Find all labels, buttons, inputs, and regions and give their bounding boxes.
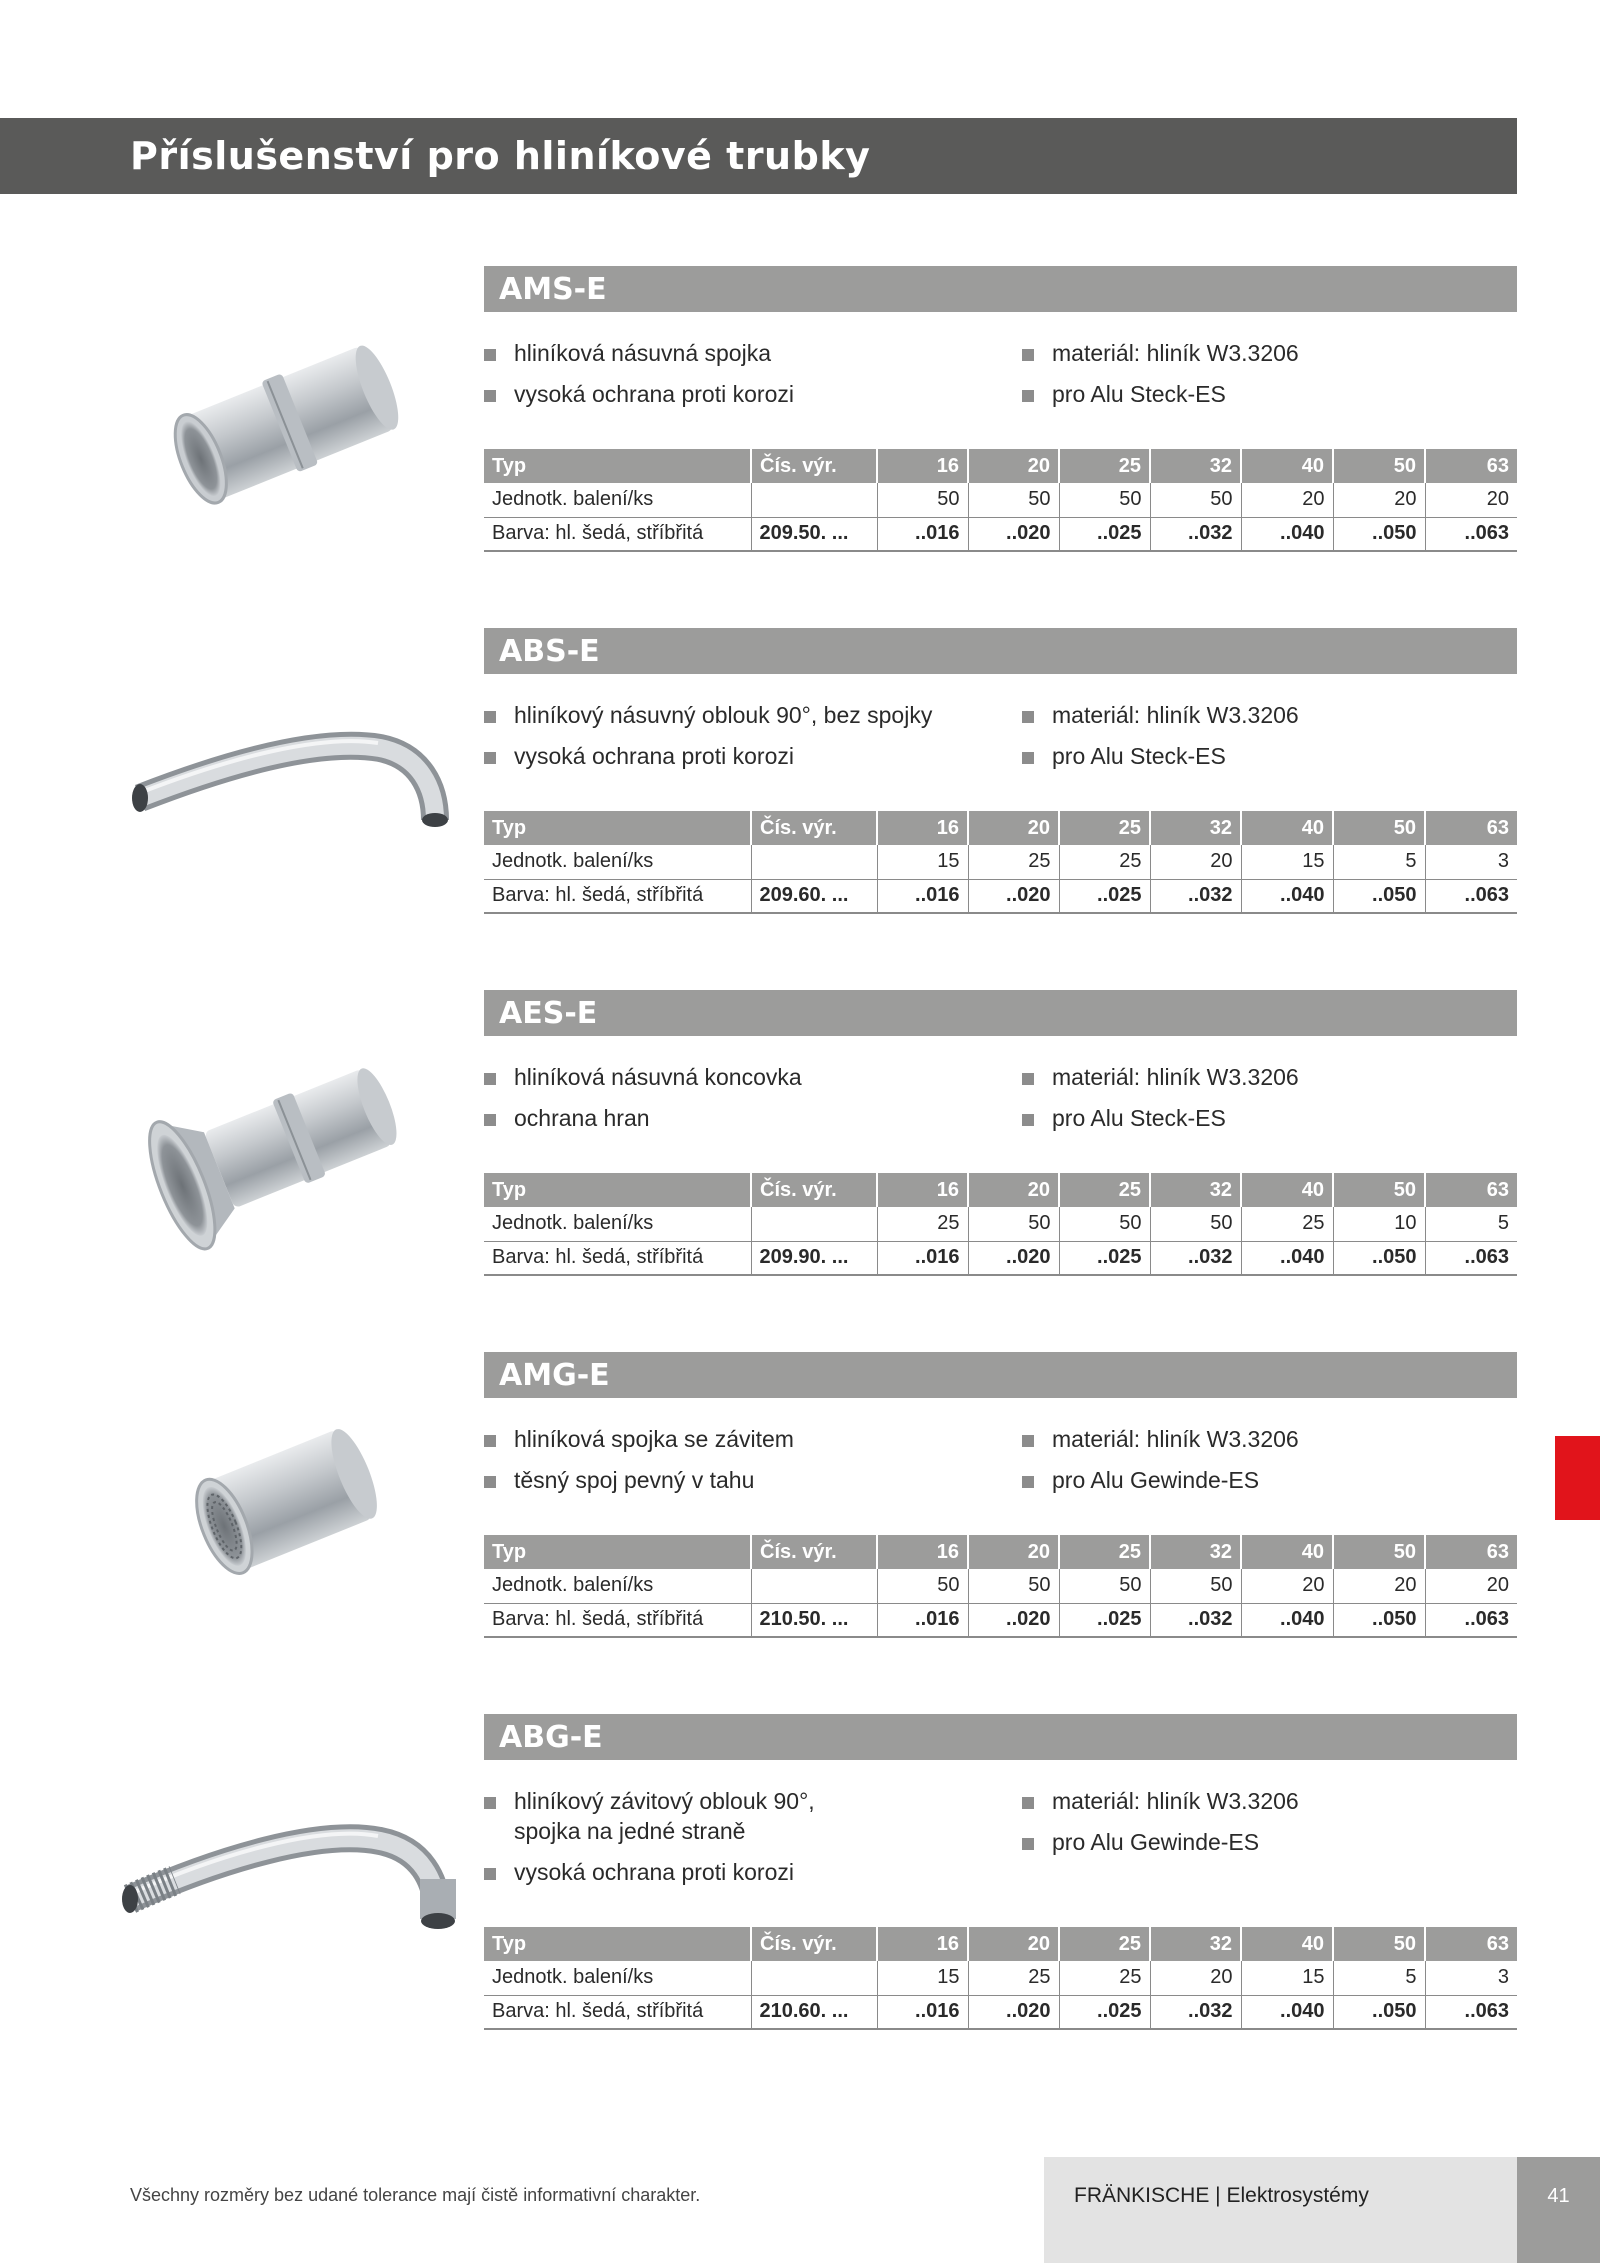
product-name: ABG-E	[484, 1714, 1517, 1760]
article-suffix: ..025	[1059, 1603, 1150, 1637]
row-label: Barva: hl. šedá, stříbřitá	[484, 1995, 751, 2029]
article-suffix: ..050	[1333, 517, 1425, 551]
feature-item: pro Alu Steck-ES	[1022, 1103, 1502, 1133]
header-typ: Typ	[484, 1173, 751, 1207]
spec-table	[484, 1173, 1517, 1276]
pack-value: 25	[1059, 845, 1150, 879]
article-suffix: ..025	[1059, 1241, 1150, 1275]
pack-value: 20	[1425, 483, 1517, 517]
pack-value: 15	[877, 1961, 968, 1995]
features-left	[484, 1424, 1004, 1506]
feature-item: materiál: hliník W3.3206	[1022, 700, 1502, 730]
header-size: 40	[1241, 1173, 1333, 1207]
article-suffix: ..016	[877, 1603, 968, 1637]
table-row-pack	[484, 1961, 1517, 1995]
empty-cell	[751, 845, 877, 879]
features-right	[1022, 1062, 1502, 1144]
pack-value: 50	[968, 483, 1059, 517]
features-right	[1022, 338, 1502, 420]
header-size: 16	[877, 1173, 968, 1207]
table-row-color	[484, 517, 1517, 551]
feature-item: materiál: hliník W3.3206	[1022, 1062, 1502, 1092]
pack-value: 20	[1425, 1569, 1517, 1603]
pack-value: 20	[1241, 483, 1333, 517]
pack-value: 50	[1059, 483, 1150, 517]
header-size: 63	[1425, 1927, 1517, 1961]
header-size: 16	[877, 449, 968, 483]
pack-value: 25	[1059, 1961, 1150, 1995]
article-suffix: ..063	[1425, 517, 1517, 551]
article-suffix: ..016	[877, 517, 968, 551]
header-typ: Typ	[484, 811, 751, 845]
article-suffix: ..032	[1150, 1603, 1241, 1637]
pack-value: 25	[877, 1207, 968, 1241]
feature-item: vysoká ochrana proti korozi	[484, 1857, 864, 1887]
end-bushing-icon	[120, 1035, 460, 1255]
table-row-pack	[484, 483, 1517, 517]
pack-value: 20	[1241, 1569, 1333, 1603]
article-suffix: ..040	[1241, 879, 1333, 913]
header-size: 63	[1425, 1535, 1517, 1569]
product-name: AMG-E	[484, 1352, 1517, 1398]
spec-table	[484, 1535, 1517, 1638]
header-size: 20	[968, 1173, 1059, 1207]
feature-item: hliníková násuvná spojka	[484, 338, 1004, 368]
article-suffix: ..040	[1241, 517, 1333, 551]
empty-cell	[751, 1961, 877, 1995]
feature-item: pro Alu Steck-ES	[1022, 741, 1502, 771]
header-size: 63	[1425, 449, 1517, 483]
pack-value: 50	[968, 1207, 1059, 1241]
pack-value: 20	[1333, 483, 1425, 517]
header-size: 63	[1425, 1173, 1517, 1207]
header-cis: Čís. výr.	[751, 449, 877, 483]
header-size: 50	[1333, 449, 1425, 483]
feature-item: materiál: hliník W3.3206	[1022, 1424, 1502, 1454]
header-size: 50	[1333, 1927, 1425, 1961]
header-size: 32	[1150, 811, 1241, 845]
article-prefix: 209.60. ...	[751, 879, 877, 913]
feature-item: pro Alu Steck-ES	[1022, 379, 1502, 409]
pack-value: 20	[1333, 1569, 1425, 1603]
header-size: 16	[877, 811, 968, 845]
pack-value: 20	[1150, 1961, 1241, 1995]
pack-value: 25	[968, 1961, 1059, 1995]
header-size: 20	[968, 1535, 1059, 1569]
article-suffix: ..063	[1425, 1995, 1517, 2029]
article-suffix: ..020	[968, 517, 1059, 551]
header-size: 40	[1241, 1927, 1333, 1961]
header-size: 25	[1059, 1535, 1150, 1569]
feature-item: ochrana hran	[484, 1103, 1004, 1133]
page-number: 41	[1517, 2157, 1600, 2263]
row-label: Barva: hl. šedá, stříbřitá	[484, 1241, 751, 1275]
pack-value: 10	[1333, 1207, 1425, 1241]
pack-value: 50	[1150, 1207, 1241, 1241]
article-suffix: ..050	[1333, 879, 1425, 913]
pack-value: 3	[1425, 845, 1517, 879]
header-size: 20	[968, 1927, 1059, 1961]
row-label: Jednotk. balení/ks	[484, 1961, 751, 1995]
header-cis: Čís. výr.	[751, 1535, 877, 1569]
row-label: Jednotk. balení/ks	[484, 1569, 751, 1603]
table-row-color	[484, 1995, 1517, 2029]
pack-value: 15	[1241, 1961, 1333, 1995]
article-suffix: ..016	[877, 879, 968, 913]
pack-value: 50	[1059, 1569, 1150, 1603]
row-label: Barva: hl. šedá, stříbřitá	[484, 879, 751, 913]
header-typ: Typ	[484, 1535, 751, 1569]
features-left	[484, 338, 1004, 420]
article-suffix: ..020	[968, 879, 1059, 913]
feature-item: materiál: hliník W3.3206	[1022, 1786, 1502, 1816]
table-row-color	[484, 879, 1517, 913]
page-title: Příslušenství pro hliníkové trubky	[0, 118, 1517, 194]
row-label: Jednotk. balení/ks	[484, 483, 751, 517]
feature-item: těsný spoj pevný v tahu	[484, 1465, 1004, 1495]
header-size: 20	[968, 449, 1059, 483]
article-suffix: ..063	[1425, 1241, 1517, 1275]
features-right	[1022, 700, 1502, 782]
header-size: 40	[1241, 811, 1333, 845]
features-right	[1022, 1786, 1502, 1868]
header-size: 32	[1150, 1535, 1241, 1569]
product-name: AES-E	[484, 990, 1517, 1036]
article-suffix: ..025	[1059, 517, 1150, 551]
pack-value: 3	[1425, 1961, 1517, 1995]
push-bend-90-icon	[120, 668, 460, 888]
pack-value: 20	[1150, 845, 1241, 879]
footer-disclaimer: Všechny rozměry bez udané tolerance mají čistě informativní charakter.	[130, 2185, 701, 2205]
article-prefix: 210.50. ...	[751, 1603, 877, 1637]
article-suffix: ..032	[1150, 1241, 1241, 1275]
article-suffix: ..040	[1241, 1241, 1333, 1275]
threaded-coupling-icon	[120, 1392, 460, 1612]
feature-item: hliníkový závitový oblouk 90°, spojka na jedné straně	[484, 1786, 864, 1846]
header-size: 32	[1150, 449, 1241, 483]
header-size: 40	[1241, 449, 1333, 483]
article-suffix: ..050	[1333, 1603, 1425, 1637]
pack-value: 5	[1333, 1961, 1425, 1995]
header-typ: Typ	[484, 1927, 751, 1961]
pack-value: 15	[1241, 845, 1333, 879]
features-right	[1022, 1424, 1502, 1506]
header-size: 40	[1241, 1535, 1333, 1569]
product-name: AMS-E	[484, 266, 1517, 312]
article-suffix: ..050	[1333, 1241, 1425, 1275]
pack-value: 50	[1150, 1569, 1241, 1603]
header-size: 25	[1059, 811, 1150, 845]
table-row-pack	[484, 1207, 1517, 1241]
header-size: 25	[1059, 1927, 1150, 1961]
header-size: 50	[1333, 1535, 1425, 1569]
footer-brand: FRÄNKISCHE | Elektrosystémy	[1044, 2157, 1517, 2263]
table-row-pack	[484, 1569, 1517, 1603]
article-suffix: ..032	[1150, 879, 1241, 913]
header-size: 50	[1333, 811, 1425, 845]
spec-table	[484, 1927, 1517, 2030]
straight-push-coupling-icon	[120, 316, 460, 536]
article-prefix: 210.60. ...	[751, 1995, 877, 2029]
features-left	[484, 700, 1004, 782]
features-left	[484, 1786, 864, 1898]
pack-value: 50	[1150, 483, 1241, 517]
header-size: 63	[1425, 811, 1517, 845]
article-suffix: ..063	[1425, 879, 1517, 913]
row-label: Barva: hl. šedá, stříbřitá	[484, 1603, 751, 1637]
article-suffix: ..020	[968, 1241, 1059, 1275]
empty-cell	[751, 1207, 877, 1241]
feature-item: hliníková násuvná koncovka	[484, 1062, 1004, 1092]
feature-item: vysoká ochrana proti korozi	[484, 741, 1004, 771]
article-prefix: 209.50. ...	[751, 517, 877, 551]
table-row-pack	[484, 845, 1517, 879]
row-label: Jednotk. balení/ks	[484, 1207, 751, 1241]
table-row-color	[484, 1603, 1517, 1637]
pack-value: 25	[1241, 1207, 1333, 1241]
header-typ: Typ	[484, 449, 751, 483]
article-suffix: ..020	[968, 1995, 1059, 2029]
article-suffix: ..063	[1425, 1603, 1517, 1637]
row-label: Jednotk. balení/ks	[484, 845, 751, 879]
header-cis: Čís. výr.	[751, 1927, 877, 1961]
article-prefix: 209.90. ...	[751, 1241, 877, 1275]
spec-table	[484, 811, 1517, 914]
article-suffix: ..032	[1150, 1995, 1241, 2029]
article-suffix: ..016	[877, 1995, 968, 2029]
features-left	[484, 1062, 1004, 1144]
header-size: 16	[877, 1927, 968, 1961]
feature-item: vysoká ochrana proti korozi	[484, 379, 1004, 409]
pack-value: 50	[877, 483, 968, 517]
header-size: 16	[877, 1535, 968, 1569]
header-size: 25	[1059, 449, 1150, 483]
product-name: ABS-E	[484, 628, 1517, 674]
header-size: 32	[1150, 1173, 1241, 1207]
article-suffix: ..025	[1059, 879, 1150, 913]
feature-item: hliníkový násuvný oblouk 90°, bez spojky	[484, 700, 1004, 730]
pack-value: 5	[1333, 845, 1425, 879]
feature-item: materiál: hliník W3.3206	[1022, 338, 1502, 368]
feature-item: pro Alu Gewinde-ES	[1022, 1827, 1502, 1857]
pack-value: 5	[1425, 1207, 1517, 1241]
article-suffix: ..040	[1241, 1995, 1333, 2029]
article-suffix: ..016	[877, 1241, 968, 1275]
header-cis: Čís. výr.	[751, 1173, 877, 1207]
row-label: Barva: hl. šedá, stříbřitá	[484, 517, 751, 551]
header-cis: Čís. výr.	[751, 811, 877, 845]
article-suffix: ..032	[1150, 517, 1241, 551]
article-suffix: ..040	[1241, 1603, 1333, 1637]
threaded-bend-90-icon	[120, 1769, 460, 1989]
section-marker-tab	[1555, 1436, 1600, 1520]
pack-value: 15	[877, 845, 968, 879]
spec-table	[484, 449, 1517, 552]
feature-item: pro Alu Gewinde-ES	[1022, 1465, 1502, 1495]
header-size: 32	[1150, 1927, 1241, 1961]
pack-value: 50	[968, 1569, 1059, 1603]
header-size: 50	[1333, 1173, 1425, 1207]
pack-value: 25	[968, 845, 1059, 879]
header-size: 25	[1059, 1173, 1150, 1207]
article-suffix: ..025	[1059, 1995, 1150, 2029]
pack-value: 50	[1059, 1207, 1150, 1241]
empty-cell	[751, 1569, 877, 1603]
feature-item: hliníková spojka se závitem	[484, 1424, 1004, 1454]
pack-value: 50	[877, 1569, 968, 1603]
empty-cell	[751, 483, 877, 517]
article-suffix: ..020	[968, 1603, 1059, 1637]
table-row-color	[484, 1241, 1517, 1275]
article-suffix: ..050	[1333, 1995, 1425, 2029]
header-size: 20	[968, 811, 1059, 845]
